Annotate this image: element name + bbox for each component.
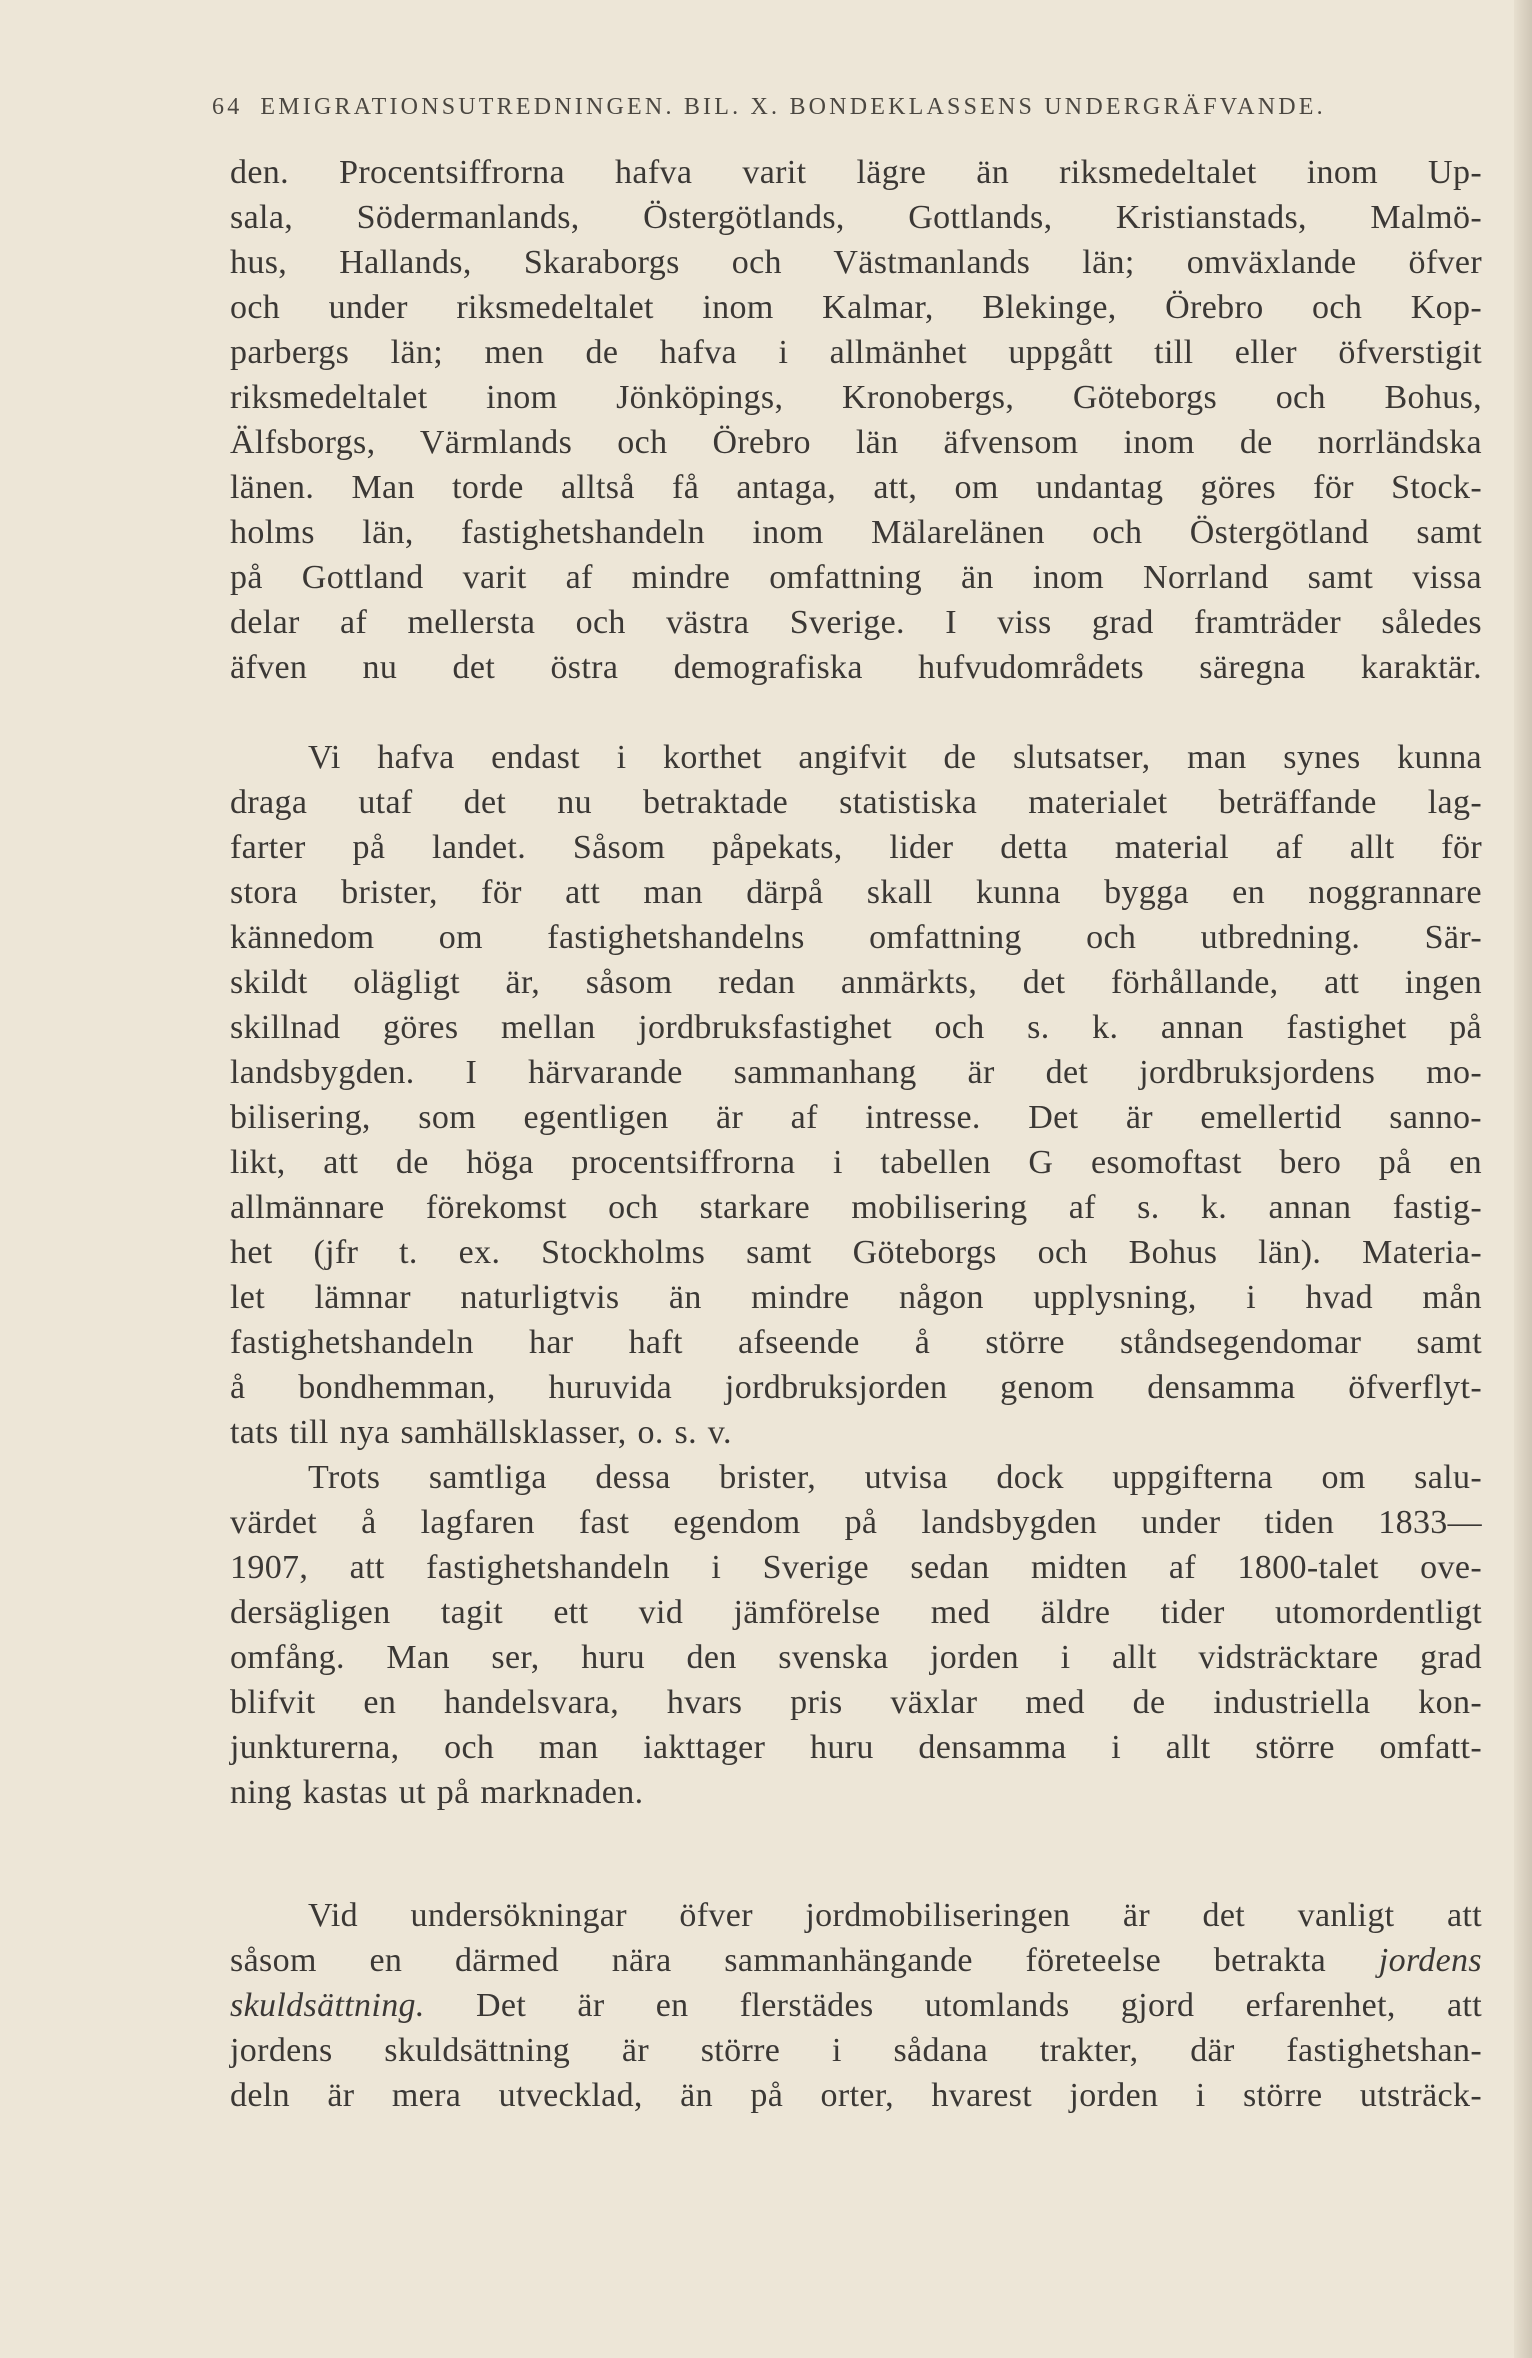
page-number: 64 (212, 94, 243, 120)
text-line: fastighetshandeln har haft afseende å större ståndsegendomar samt (230, 1324, 1482, 1361)
text-line: delar af mellersta och västra Sverige. I viss grad framträder således (230, 604, 1482, 641)
text-line: dersägligen tagit ett vid jämförelse med äldre tider utomordentligt (230, 1594, 1482, 1631)
text-span: såsom en därmed nära sammanhängande företeelse betrakta (230, 1942, 1379, 1979)
text-line: riksmedeltalet inom Jönköpings, Kronobergs, Göteborgs och Bohus, (230, 379, 1482, 416)
italic-term: skuldsättning. (230, 1987, 425, 2024)
text-line: landsbygden. I härvarande sammanhang är det jordbruksjordens mo- (230, 1054, 1482, 1091)
text-line: deln är mera utvecklad, än på orter, hvarest jorden i större utsträck- (230, 2077, 1482, 2114)
paragraph-gap (230, 690, 1482, 735)
text-line: parbergs län; men de hafva i allmänhet uppgått till eller öfverstigit (230, 334, 1482, 371)
text-line: Trots samtliga dessa brister, utvisa dock uppgifterna om salu- (308, 1459, 1482, 1496)
text-line: tats till nya samhällsklasser, o. s. v. (230, 1414, 732, 1451)
body-text (230, 150, 1482, 2118)
text-line: ning kastas ut på marknaden. (230, 1774, 644, 1811)
text-line: kännedom om fastighetshandelns omfattning och utbredning. Sär- (230, 919, 1482, 956)
text-line: holms län, fastighetshandeln inom Mälarelänen och Östergötland samt (230, 514, 1482, 551)
text-line: omfång. Man ser, huru den svenska jorden i allt vidsträcktare grad (230, 1639, 1482, 1676)
text-line: let lämnar naturligtvis än mindre någon upplysning, i hvad mån (230, 1279, 1482, 1316)
text-line: å bondhemman, huruvida jordbruksjorden genom densamma öfverflyt- (230, 1369, 1482, 1406)
running-header (212, 94, 1482, 121)
paragraph-3 (230, 1455, 1482, 1815)
text-line: bilisering, som egentligen är af intresse. Det är emellertid sanno- (230, 1099, 1482, 1136)
text-line: draga utaf det nu betraktade statistiska materialet beträffande lag- (230, 784, 1482, 821)
paragraph-2 (230, 735, 1482, 1455)
paragraph-1 (230, 150, 1482, 690)
text-line: blifvit en handelsvara, hvars pris växlar med de industriella kon- (230, 1684, 1482, 1721)
text-line (230, 1983, 1482, 2028)
text-line: 1907, att fastighetshandeln i Sverige sedan midten af 1800-talet ove- (230, 1549, 1482, 1586)
text-line: hus, Hallands, Skaraborgs och Västmanlands län; omväxlande öfver (230, 244, 1482, 281)
text-line: allmännare förekomst och starkare mobilisering af s. k. annan fastig- (230, 1189, 1482, 1226)
text-line: Vid undersökningar öfver jordmobiliseringen är det vanligt att (308, 1897, 1482, 1934)
text-line: den. Procentsiffrorna hafva varit lägre än riksmedeltalet inom Up- (230, 154, 1482, 191)
text-line: och under riksmedeltalet inom Kalmar, Blekinge, Örebro och Kop- (230, 289, 1482, 326)
text-line: likt, att de höga procentsiffrorna i tabellen G esomoftast bero på en (230, 1144, 1482, 1181)
text-line: Älfsborgs, Värmlands och Örebro län äfvensom inom de norrländska (230, 424, 1482, 461)
text-line (230, 1938, 1482, 1983)
text-line: på Gottland varit af mindre omfattning än inom Norrland samt vissa (230, 559, 1482, 596)
text-line: het (jfr t. ex. Stockholms samt Göteborgs och Bohus län). Materia- (230, 1234, 1482, 1271)
running-title: EMIGRATIONSUTREDNINGEN. BIL. X. BONDEKLASSENS UNDERGRÄFVANDE. (260, 94, 1326, 120)
text-line: skildt olägligt är, såsom redan anmärkts, det förhållande, att ingen (230, 964, 1482, 1001)
page-edge-shadow (1514, 0, 1532, 2358)
italic-term: jordens (1378, 1942, 1482, 1979)
text-line: farter på landet. Såsom påpekats, lider detta material af allt för (230, 829, 1482, 866)
text-line: sala, Södermanlands, Östergötlands, Gottlands, Kristianstads, Malmö- (230, 199, 1482, 236)
paragraph-gap (230, 1815, 1482, 1893)
text-line: stora brister, för att man därpå skall kunna bygga en noggrannare (230, 874, 1482, 911)
text-line: värdet å lagfaren fast egendom på landsbygden under tiden 1833— (230, 1504, 1482, 1541)
text-line: länen. Man torde alltså få antaga, att, om undantag göres för Stock- (230, 469, 1482, 506)
text-line: jordens skuldsättning är större i sådana trakter, där fastighetshan- (230, 2032, 1482, 2069)
text-line: skillnad göres mellan jordbruksfastighet och s. k. annan fastighet på (230, 1009, 1482, 1046)
text-line: junkturerna, och man iakttager huru densamma i allt större omfatt- (230, 1729, 1482, 1766)
paragraph-4 (230, 1893, 1482, 2118)
text-span: Det är en flerstädes utomlands gjord erfarenhet, att (424, 1987, 1482, 2024)
text-line: äfven nu det östra demografiska hufvudområdets säregna karaktär. (230, 649, 1482, 686)
text-line: Vi hafva endast i korthet angifvit de slutsatser, man synes kunna (308, 739, 1482, 776)
